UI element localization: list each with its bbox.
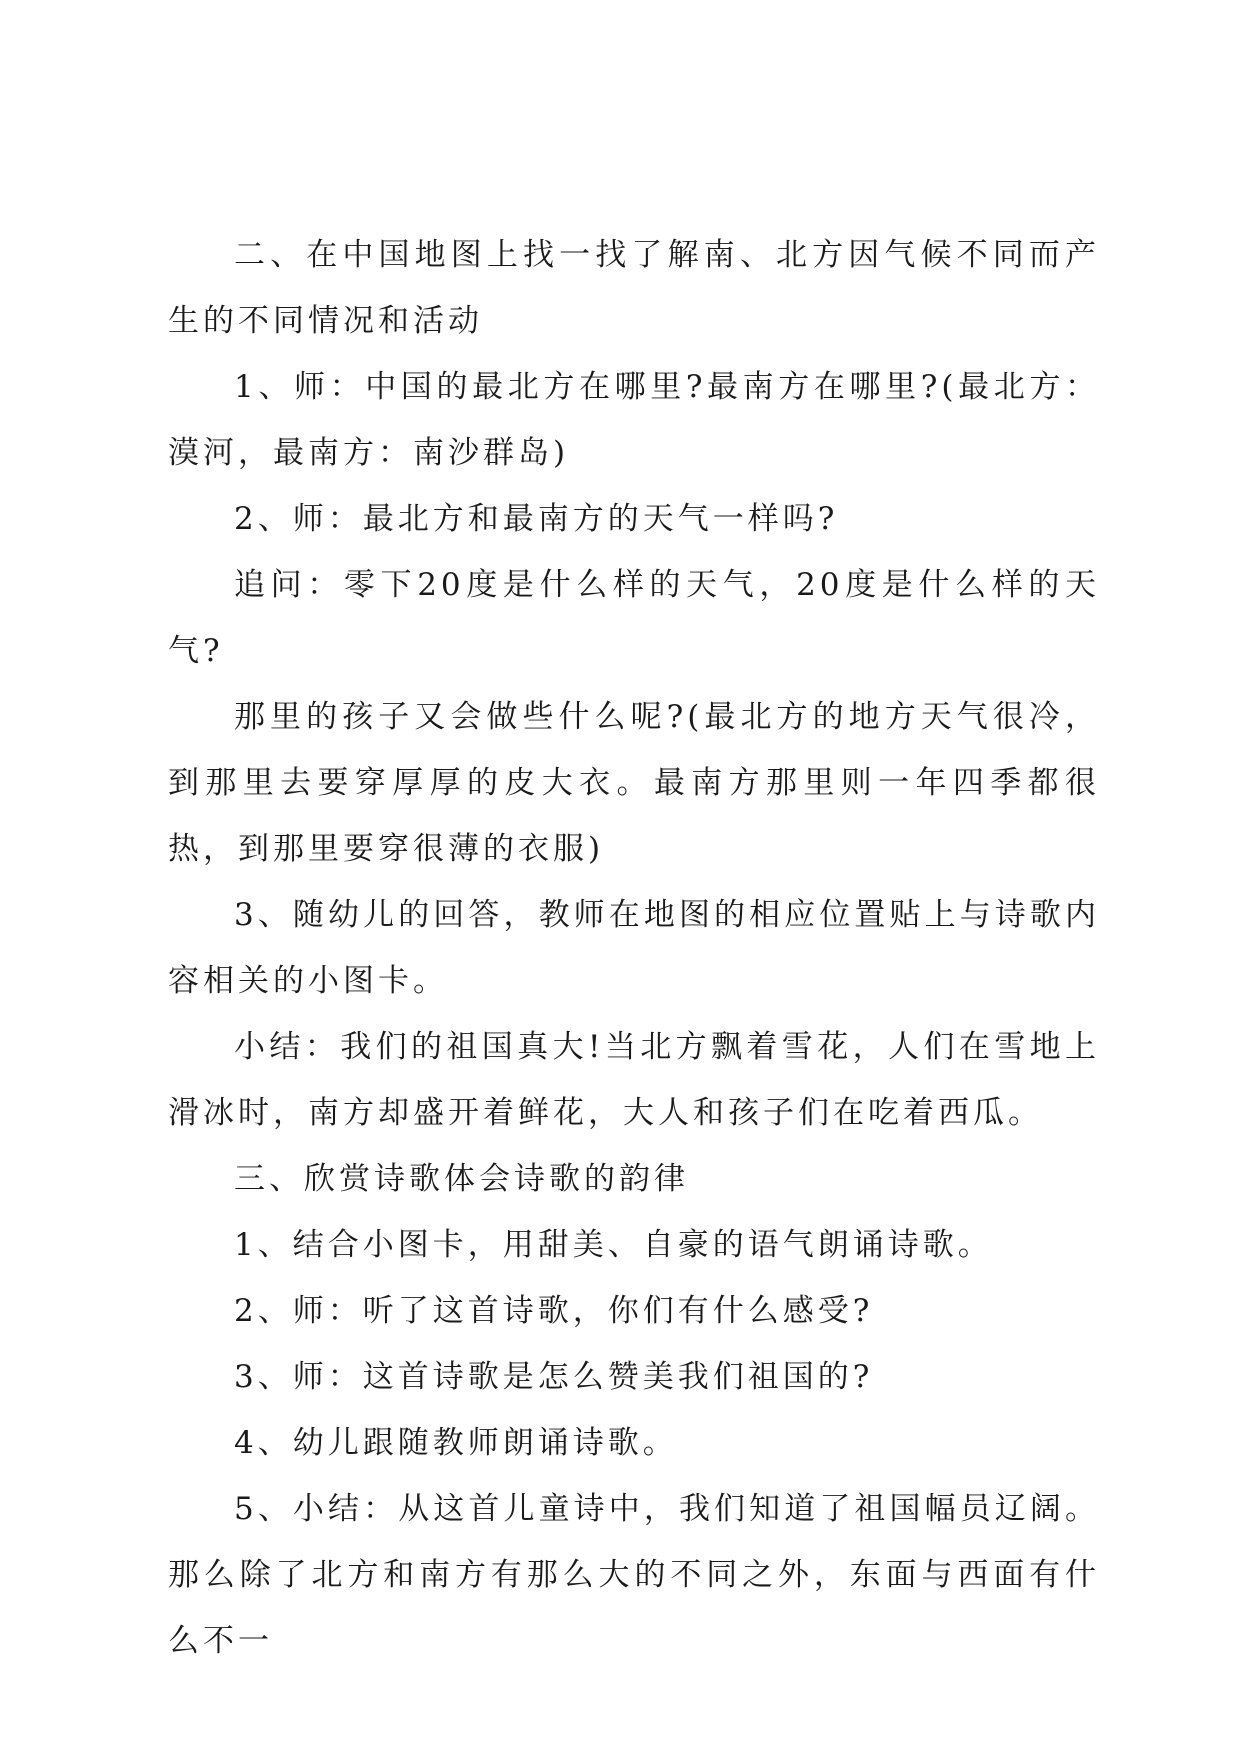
paragraph-summary: 小结：我们的祖国真大!当北方飘着雪花，人们在雪地上滑冰时，南方却盛开着鲜花，大人和孩子们在吃着西瓜。: [168, 1029, 1100, 1131]
section-heading-appreciate-poem: 三、欣赏诗歌体会诗歌的韵律: [234, 1161, 689, 1197]
paragraph-follow-teacher: 4、幼儿跟随教师朗诵诗歌。: [234, 1425, 678, 1461]
paragraph-question-feelings: 2、师：听了这首诗歌，你们有什么感受?: [234, 1293, 874, 1329]
paragraph-follow-up: 追问：零下20度是什么样的天气，20度是什么样的天气?: [168, 567, 1100, 669]
paragraph-recite-poem: 1、结合小图卡，用甜美、自豪的语气朗诵诗歌。: [234, 1227, 993, 1263]
paragraph-question-weather: 2、师：最北方和最南方的天气一样吗?: [234, 501, 839, 537]
paragraph-question-north-south: 1、师：中国的最北方在哪里?最南方在哪里?(最北方：漠河，最南方：南沙群岛): [168, 369, 1100, 471]
paragraph-question-praise: 3、师：这首诗歌是怎么赞美我们祖国的?: [234, 1359, 874, 1395]
paragraph-children-activities: 那里的孩子又会做些什么呢?(最北方的地方天气很冷，到那里去要穿厚厚的皮大衣。最南方那里则一年四季都很热，到那里要穿很薄的衣服): [168, 699, 1100, 867]
document-body: [168, 222, 1100, 1674]
section-heading-map-activity: 二、在中国地图上找一找了解南、北方因气候不同而产生的不同情况和活动: [168, 237, 1100, 339]
paragraph-picture-cards: 3、随幼儿的回答，教师在地图的相应位置贴上与诗歌内容相关的小图卡。: [168, 897, 1100, 999]
paragraph-final-summary: 5、小结：从这首儿童诗中，我们知道了祖国幅员辽阔。那么除了北方和南方有那么大的不同之外，东面与西面有什么不一: [168, 1491, 1100, 1659]
